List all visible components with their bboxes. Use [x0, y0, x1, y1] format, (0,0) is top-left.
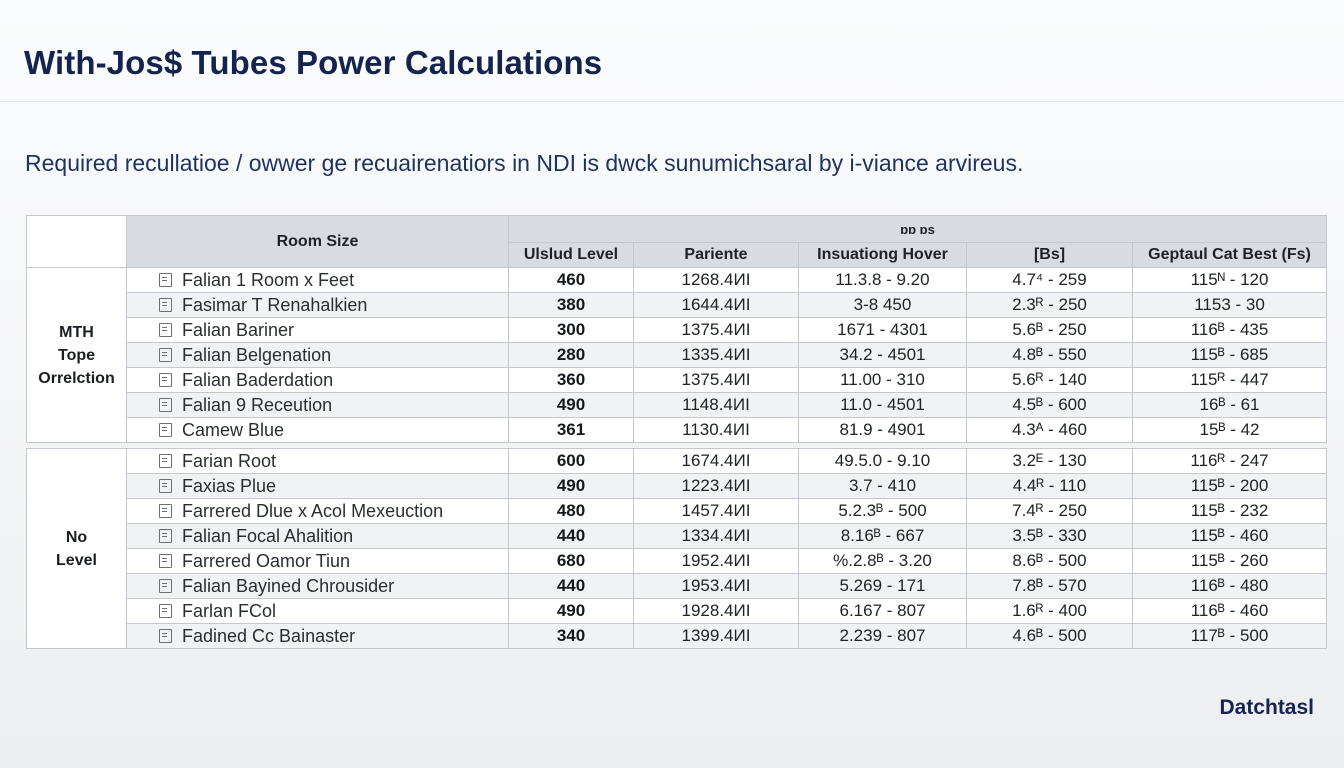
table-row: [27, 599, 1327, 624]
value-cell-c4: 5.6ᴿ - 140: [967, 368, 1133, 393]
room-name-cell: [127, 318, 509, 343]
table-row: [27, 549, 1327, 574]
table-corner: [27, 216, 127, 268]
table-row: [27, 624, 1327, 649]
value-cell-c2: 1644.4ИI: [634, 293, 799, 318]
room-name-label: Farlan FCol: [182, 600, 277, 621]
value-cell-c4: 4.3ᴬ - 460: [967, 418, 1133, 443]
room-name-label: Farrered Dlue x Acol Mexeuction: [182, 500, 444, 521]
value-cell-c5: 15ᴮ - 42: [1133, 418, 1327, 443]
table-row: [27, 524, 1327, 549]
room-name-cell: [127, 624, 509, 649]
row-group-label-line: Level: [56, 551, 97, 569]
value-cell-c3: 11.00 - 310: [799, 368, 967, 393]
value-cell-c3: 11.0 - 4501: [799, 393, 967, 418]
value-cell-c4: 4.7⁴ - 259: [967, 268, 1133, 293]
column-header-pariente: Pariente: [634, 243, 799, 268]
room-name-label: Falian 1 Room x Feet: [182, 269, 355, 290]
room-name-cell: [127, 499, 509, 524]
value-cell-c2: 1952.4ИI: [634, 549, 799, 574]
document-icon: [159, 273, 172, 287]
value-cell-c4: 7.4ᴿ - 250: [967, 499, 1133, 524]
value-cell-c1: 360: [509, 368, 634, 393]
room-name-cell: [127, 599, 509, 624]
value-cell-c4: 5.6ᴮ - 250: [967, 318, 1133, 343]
value-cell-c5: 116ᴮ - 460: [1133, 599, 1327, 624]
value-cell-c1: 460: [509, 268, 634, 293]
document-icon: [159, 298, 172, 312]
room-name-label: Falian Belgenation: [182, 344, 332, 365]
table-row: [27, 268, 1327, 293]
value-cell-c3: 5.269 - 171: [799, 574, 967, 599]
room-name-cell: [127, 449, 509, 474]
value-cell-c2: 1953.4ИI: [634, 574, 799, 599]
value-cell-c1: 340: [509, 624, 634, 649]
value-cell-c2: 1399.4ИI: [634, 624, 799, 649]
table-row: [27, 499, 1327, 524]
column-header-insulation: Insuationg Hover: [799, 243, 967, 268]
value-cell-c5: 115ᴮ - 232: [1133, 499, 1327, 524]
value-cell-c3: 34.2 - 4501: [799, 343, 967, 368]
value-cell-c1: 361: [509, 418, 634, 443]
document-icon: [159, 454, 172, 468]
room-name-label: Faxias Plue: [182, 475, 277, 496]
value-cell-c5: 115ᴮ - 200: [1133, 474, 1327, 499]
value-cell-c4: 8.6ᴮ - 500: [967, 549, 1133, 574]
table-row: [27, 318, 1327, 343]
value-cell-c2: 1334.4ИI: [634, 524, 799, 549]
value-cell-c3: 8.16ᴮ - 667: [799, 524, 967, 549]
row-group-label-line: No: [65, 528, 88, 546]
value-cell-c3: 11.3.8 - 9.20: [799, 268, 967, 293]
room-name-cell: [127, 524, 509, 549]
value-cell-c1: 680: [509, 549, 634, 574]
room-name-cell: [127, 268, 509, 293]
value-cell-c3: 6.167 - 807: [799, 599, 967, 624]
document-icon: [159, 398, 172, 412]
row-group-label: [27, 449, 127, 649]
row-group-label-line: Orrelction: [38, 369, 115, 387]
value-cell-c4: 4.4ᴿ - 110: [967, 474, 1133, 499]
document-icon: [159, 604, 172, 618]
value-cell-c1: 490: [509, 474, 634, 499]
table-row: [27, 474, 1327, 499]
value-cell-c5: 115ᴮ - 685: [1133, 343, 1327, 368]
value-cell-c4: 4.5ᴮ - 600: [967, 393, 1133, 418]
value-cell-c2: 1928.4ИI: [634, 599, 799, 624]
room-name-cell: [127, 418, 509, 443]
room-name-label: Farian Root: [182, 450, 277, 471]
value-cell-c5: 1153 - 30: [1133, 293, 1327, 318]
document-icon: [159, 554, 172, 568]
room-name-label: Fadined Cc Bainaster: [182, 625, 356, 646]
value-cell-c1: 490: [509, 599, 634, 624]
value-cell-c1: 440: [509, 574, 634, 599]
value-cell-c5: 117ᴮ - 500: [1133, 624, 1327, 649]
value-cell-c5: 116ᴮ - 435: [1133, 318, 1327, 343]
document-icon: [159, 479, 172, 493]
table-row: [27, 449, 1327, 474]
room-name-label: Falian Baderdation: [182, 369, 334, 390]
document-icon: [159, 579, 172, 593]
document-icon: [159, 373, 172, 387]
value-cell-c2: 1457.4ИI: [634, 499, 799, 524]
value-cell-c2: 1335.4ИI: [634, 343, 799, 368]
room-name-cell: [127, 368, 509, 393]
value-cell-c3: 3-8 450: [799, 293, 967, 318]
column-header-level: Ulslud Level: [509, 243, 634, 268]
value-cell-c2: 1223.4ИI: [634, 474, 799, 499]
value-cell-c2: 1268.4ИI: [634, 268, 799, 293]
room-name-cell: [127, 474, 509, 499]
value-cell-c4: 3.2ᴱ - 130: [967, 449, 1133, 474]
value-cell-c5: 115ᴺ - 120: [1133, 268, 1327, 293]
page-title: With-Jos$ Tubes Power Calculations: [24, 44, 603, 81]
room-name-label: Camew Blue: [182, 419, 285, 440]
room-name-cell: [127, 293, 509, 318]
room-name-cell: [127, 343, 509, 368]
power-calculation-table: [26, 215, 1327, 649]
value-cell-c5: 115ᴮ - 460: [1133, 524, 1327, 549]
document-icon: [159, 423, 172, 437]
column-group-header: ɒɒ ɒs: [509, 216, 1327, 243]
room-name-cell: [127, 574, 509, 599]
row-group-label: [27, 268, 127, 443]
value-cell-c4: 7.8ᴮ - 570: [967, 574, 1133, 599]
value-cell-c2: 1375.4ИI: [634, 318, 799, 343]
value-cell-c4: 4.6ᴮ - 500: [967, 624, 1133, 649]
value-cell-c3: 2.239 - 807: [799, 624, 967, 649]
value-cell-c1: 480: [509, 499, 634, 524]
column-header-cost: Geptaul Cat Best (Fs): [1133, 243, 1327, 268]
column-header-room-size: Room Size: [127, 216, 509, 268]
value-cell-c4: 3.5ᴮ - 330: [967, 524, 1133, 549]
value-cell-c3: 81.9 - 4901: [799, 418, 967, 443]
value-cell-c5: 116ᴮ - 480: [1133, 574, 1327, 599]
document-icon: [159, 629, 172, 643]
value-cell-c1: 380: [509, 293, 634, 318]
value-cell-c2: 1130.4ИI: [634, 418, 799, 443]
value-cell-c1: 490: [509, 393, 634, 418]
table-row: [27, 368, 1327, 393]
value-cell-c3: 49.5.0 - 9.10: [799, 449, 967, 474]
value-cell-c2: 1375.4ИI: [634, 368, 799, 393]
value-cell-c3: 1671 - 4301: [799, 318, 967, 343]
value-cell-c4: 2.3ᴿ - 250: [967, 293, 1133, 318]
value-cell-c1: 600: [509, 449, 634, 474]
value-cell-c5: 115ᴮ - 260: [1133, 549, 1327, 574]
room-name-cell: [127, 393, 509, 418]
table-row: [27, 393, 1327, 418]
table-row: [27, 293, 1327, 318]
row-group-label-line: Tope: [57, 346, 96, 364]
value-cell-c2: 1148.4ИI: [634, 393, 799, 418]
value-cell-c1: 440: [509, 524, 634, 549]
value-cell-c1: 300: [509, 318, 634, 343]
value-cell-c4: 4.8ᴮ - 550: [967, 343, 1133, 368]
value-cell-c5: 115ᴿ - 447: [1133, 368, 1327, 393]
value-cell-c4: 1.6ᴿ - 400: [967, 599, 1133, 624]
table-row: [27, 574, 1327, 599]
document-icon: [159, 504, 172, 518]
value-cell-c2: 1674.4ИI: [634, 449, 799, 474]
document-icon: [159, 348, 172, 362]
value-cell-c5: 16ᴮ - 61: [1133, 393, 1327, 418]
title-divider: [0, 101, 1344, 102]
value-cell-c1: 280: [509, 343, 634, 368]
value-cell-c3: 3.7 - 410: [799, 474, 967, 499]
value-cell-c3: %.2.8ᴮ - 3.20: [799, 549, 967, 574]
row-group-label-line: MTH: [59, 323, 94, 341]
value-cell-c3: 5.2.3ᴮ - 500: [799, 499, 967, 524]
room-name-label: Falian Focal Ahalition: [182, 525, 354, 546]
document-icon: [159, 323, 172, 337]
column-header-bs: [Bs]: [967, 243, 1133, 268]
room-name-label: Farrered Oamor Tiun: [182, 550, 351, 571]
table-row: [27, 343, 1327, 368]
room-name-cell: [127, 549, 509, 574]
subtitle: Required recullatioe / owwer ge recuairenatiors in NDI is dwck sunumichsaral by i-viance arvireus.: [25, 150, 1024, 176]
table-row: [27, 418, 1327, 443]
brand-logo: Datchtasl: [1219, 696, 1314, 719]
value-cell-c5: 116ᴿ - 247: [1133, 449, 1327, 474]
room-name-label: Falian 9 Receution: [182, 394, 333, 415]
room-name-label: Fasimar T Renahalkien: [182, 294, 368, 315]
room-name-label: Falian Bayined Chrousider: [182, 575, 395, 596]
room-name-label: Falian Bariner: [182, 319, 295, 340]
document-icon: [159, 529, 172, 543]
